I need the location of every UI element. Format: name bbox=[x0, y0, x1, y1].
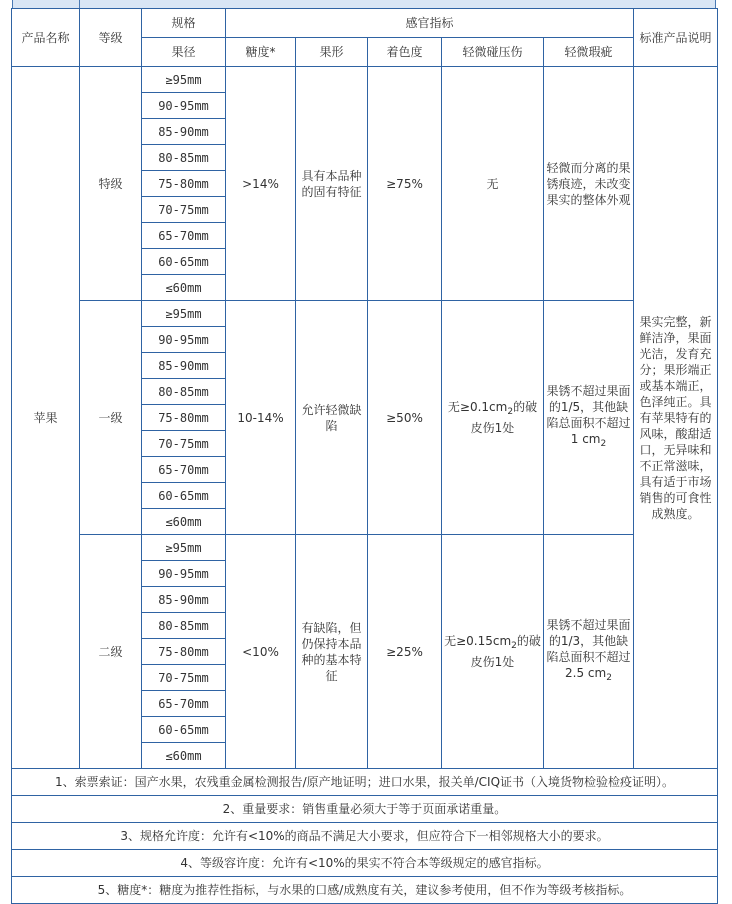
grade-name-cell: 二级 bbox=[80, 535, 142, 769]
table-top-fill bbox=[12, 0, 716, 8]
coloring-cell: ≥50% bbox=[368, 301, 442, 535]
note-text: 4、等级容许度：允许有<10%的果实不符合本等级规定的感官指标。 bbox=[12, 850, 718, 877]
standard-desc-cell: 果实完整，新鲜洁净，果面光洁，发育充分；果形端正或基本端正，色泽纯正。具有苹果特有的风味，酸甜适口，无异味和不正常滋味，具有适于市场销售的可食性成熟度。 bbox=[634, 67, 718, 769]
blemish-cell bbox=[544, 301, 634, 535]
note-row bbox=[12, 769, 718, 796]
size-cell: 80-85mm bbox=[142, 145, 226, 171]
header-standard-desc: 标准产品说明 bbox=[634, 9, 718, 67]
size-cell: 70-75mm bbox=[142, 665, 226, 691]
coloring-cell: ≥25% bbox=[368, 535, 442, 769]
size-cell: 70-75mm bbox=[142, 197, 226, 223]
size-cell: 75-80mm bbox=[142, 639, 226, 665]
bruise-text: 无≥0.1cm bbox=[447, 400, 508, 414]
shape-cell: 有缺陷，但仍保持本品种的基本特征 bbox=[296, 535, 368, 769]
bruise-text-end: 的破皮伤1处 bbox=[470, 400, 538, 435]
size-cell: 80-85mm bbox=[142, 379, 226, 405]
apple-grade-table bbox=[11, 8, 718, 904]
grade-name-cell: 特级 bbox=[80, 67, 142, 301]
size-cell: ≤60mm bbox=[142, 743, 226, 769]
size-cell: 85-90mm bbox=[142, 119, 226, 145]
size-cell: 85-90mm bbox=[142, 587, 226, 613]
blemish-cell: 轻微而分离的果锈痕迹，未改变果实的整体外观 bbox=[544, 67, 634, 301]
product-name-cell: 苹果 bbox=[12, 67, 80, 769]
bruise-unit-sub: 2 bbox=[507, 407, 514, 417]
bruise-unit-sub: 2 bbox=[511, 641, 517, 651]
size-cell: 65-70mm bbox=[142, 457, 226, 483]
note-row bbox=[12, 823, 718, 850]
blemish-text: 果锈不超过果面的1/3，其他缺陷总面积不超过2.5 cm bbox=[546, 618, 631, 680]
header-grade: 等级 bbox=[80, 9, 142, 67]
sugar-cell: >14% bbox=[226, 67, 296, 301]
table-row bbox=[12, 535, 718, 561]
header-product-name: 产品名称 bbox=[12, 9, 80, 67]
header-sugar: 糖度* bbox=[226, 38, 296, 67]
note-text: 1、索票索证：国产水果，农残重金属检测报告/原产地证明；进口水果，报关单/CIQ证书（入境货物检验检疫证明）。 bbox=[12, 769, 718, 796]
size-cell: 75-80mm bbox=[142, 171, 226, 197]
size-cell: 75-80mm bbox=[142, 405, 226, 431]
grade-name-cell: 一级 bbox=[80, 301, 142, 535]
shape-cell: 允许轻微缺陷 bbox=[296, 301, 368, 535]
sugar-cell: <10% bbox=[226, 535, 296, 769]
note-text: 2、重量要求：销售重量必须大于等于页面承诺重量。 bbox=[12, 796, 718, 823]
header-blemish: 轻微瑕疵 bbox=[544, 38, 634, 67]
bruise-text-end: 的破皮伤1处 bbox=[470, 634, 541, 669]
blemish-unit-sub: 2 bbox=[600, 439, 607, 449]
size-cell: 80-85mm bbox=[142, 613, 226, 639]
table-row bbox=[12, 67, 718, 93]
note-row bbox=[12, 796, 718, 823]
size-cell: ≤60mm bbox=[142, 509, 226, 535]
blemish-text: 果锈不超过果面的1/5，其他缺陷总面积不超过1 cm bbox=[546, 384, 631, 446]
table-top-strip bbox=[0, 0, 732, 8]
size-cell: ≤60mm bbox=[142, 275, 226, 301]
header-spec: 规格 bbox=[142, 9, 226, 38]
table-top-divider bbox=[79, 0, 80, 8]
size-cell: 90-95mm bbox=[142, 327, 226, 353]
size-cell: 90-95mm bbox=[142, 561, 226, 587]
shape-cell: 具有本品种的固有特征 bbox=[296, 67, 368, 301]
header-shape: 果形 bbox=[296, 38, 368, 67]
header-coloring: 着色度 bbox=[368, 38, 442, 67]
header-bruise: 轻微碰压伤 bbox=[442, 38, 544, 67]
size-cell: 90-95mm bbox=[142, 93, 226, 119]
bruise-cell bbox=[442, 301, 544, 535]
size-cell: ≥95mm bbox=[142, 301, 226, 327]
blemish-cell bbox=[544, 535, 634, 769]
note-row bbox=[12, 850, 718, 877]
size-cell: ≥95mm bbox=[142, 535, 226, 561]
header-sensory: 感官指标 bbox=[226, 9, 634, 38]
blemish-unit-sub: 2 bbox=[606, 673, 612, 683]
note-text: 3、规格允许度：允许有<10%的商品不满足大小要求，但应符合下一相邻规格大小的要求。 bbox=[12, 823, 718, 850]
note-text: 5、糖度*：糖度为推荐性指标，与水果的口感/成熟度有关，建议参考使用，但不作为等级考核指标。 bbox=[12, 877, 718, 904]
size-cell: 60-65mm bbox=[142, 249, 226, 275]
size-cell: ≥95mm bbox=[142, 67, 226, 93]
size-cell: 70-75mm bbox=[142, 431, 226, 457]
size-cell: 65-70mm bbox=[142, 223, 226, 249]
bruise-cell bbox=[442, 535, 544, 769]
table-row bbox=[12, 301, 718, 327]
header-diameter: 果径 bbox=[142, 38, 226, 67]
size-cell: 60-65mm bbox=[142, 717, 226, 743]
note-row bbox=[12, 877, 718, 904]
sugar-cell: 10-14% bbox=[226, 301, 296, 535]
size-cell: 60-65mm bbox=[142, 483, 226, 509]
size-cell: 85-90mm bbox=[142, 353, 226, 379]
size-cell: 65-70mm bbox=[142, 691, 226, 717]
bruise-text: 无≥0.15cm bbox=[444, 634, 512, 648]
coloring-cell: ≥75% bbox=[368, 67, 442, 301]
bruise-cell: 无 bbox=[442, 67, 544, 301]
